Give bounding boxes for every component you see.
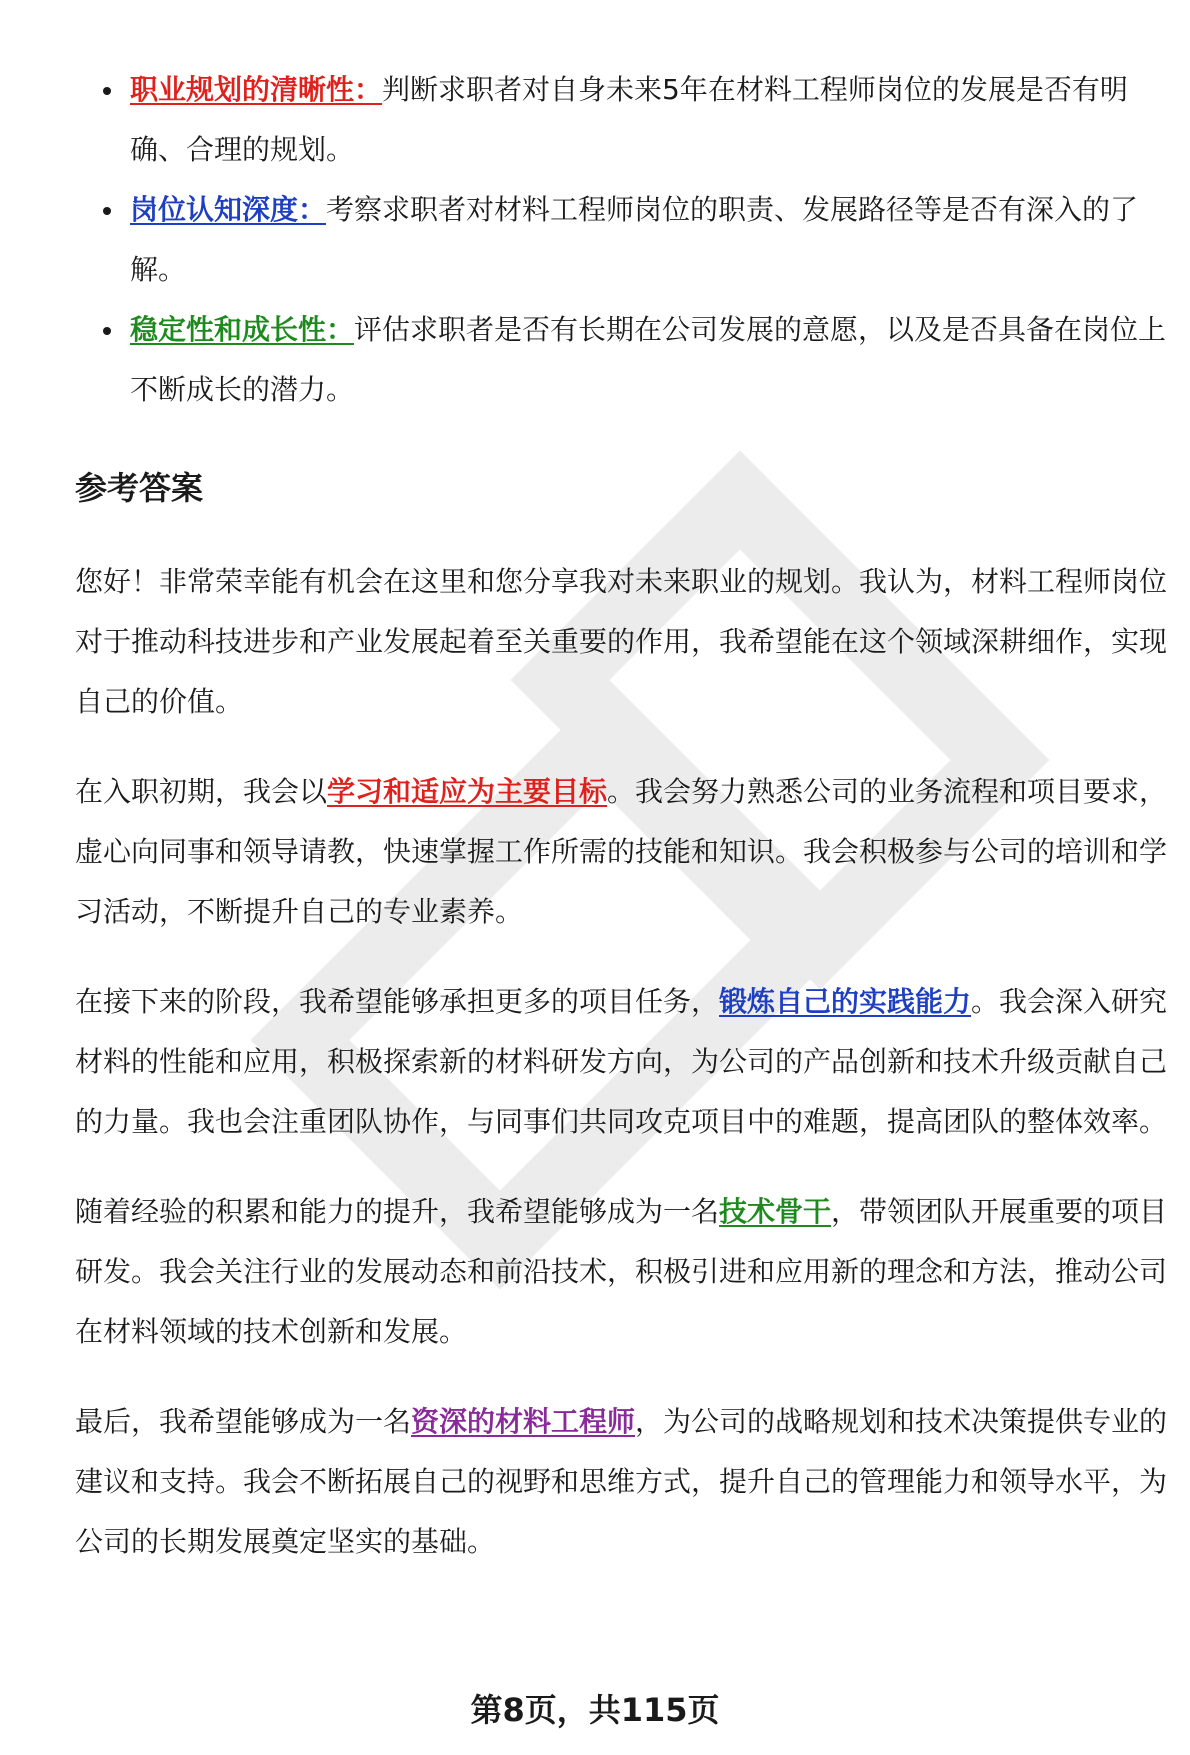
criteria-text: 评估求职者是否有长期在公司发展的意愿，以及是否具备在岗位上不断成长的潜力。 [130, 313, 1167, 406]
answer-paragraph-3 [75, 972, 1170, 1152]
paragraph-text: ，带领团队开展重要的项目研发。我会关注行业的发展动态和前沿技术，积极引进和应用新的理念和方法，推动公司在材料领域的技术创新和发展。 [75, 1195, 1168, 1348]
paragraph-text: ，为公司的战略规划和技术决策提供专业的建议和支持。我会不断拓展自己的视野和思维方式，提升自己的管理能力和领导水平，为公司的长期发展奠定坚实的基础。 [75, 1405, 1168, 1558]
paragraph-text: 随着经验的积累和能力的提升，我希望能够成为一名 [75, 1195, 720, 1228]
list-item [75, 60, 1170, 180]
criteria-term: 稳定性和成长性： [130, 313, 355, 346]
highlight-text: 技术骨干 [719, 1195, 832, 1228]
paragraph-text: 。我会深入研究材料的性能和应用，积极探索新的材料研发方向，为公司的产品创新和技术升级贡献自己的力量。我也会注重团队协作，与同事们共同攻克项目中的难题，提高团队的整体效率。 [75, 985, 1168, 1138]
highlight-text: 学习和适应为主要目标 [327, 775, 608, 808]
answer-paragraph-5 [75, 1392, 1170, 1572]
criteria-text: 考察求职者对材料工程师岗位的职责、发展路径等是否有深入的了解。 [130, 193, 1139, 286]
paragraph-text: 在入职初期，我会以 [75, 775, 328, 808]
paragraph-text: 在接下来的阶段，我希望能够承担更多的项目任务， [75, 985, 720, 1018]
paragraph-text: 。我会努力熟悉公司的业务流程和项目要求，虚心向同事和领导请教，快速掌握工作所需的技能和知识。我会积极参与公司的培训和学习活动，不断提升自己的专业素养。 [75, 775, 1168, 928]
answer-paragraph-1: 您好！非常荣幸能有机会在这里和您分享我对未来职业的规划。我认为，材料工程师岗位对于推动科技进步和产业发展起着至关重要的作用，我希望能在这个领域深耕细作，实现自己的价值。 [75, 565, 1168, 718]
answer-paragraph-4 [75, 1182, 1170, 1362]
bullet-icon [103, 87, 111, 95]
evaluation-criteria-list [75, 60, 1170, 420]
answer-paragraph-2 [75, 762, 1170, 942]
bullet-icon [103, 327, 111, 335]
paragraph-text: 最后，我希望能够成为一名 [75, 1405, 412, 1438]
bullet-icon [103, 207, 111, 215]
page-number: 第8页，共115页 [470, 1691, 720, 1729]
section-title: 参考答案 [75, 469, 204, 507]
criteria-term: 职业规划的清晰性： [130, 73, 383, 106]
list-item [75, 180, 1170, 300]
page-content [75, 60, 1170, 1602]
list-item [75, 300, 1170, 420]
highlight-text: 资深的材料工程师 [411, 1405, 636, 1438]
criteria-text: 判断求职者对自身未来5年在材料工程师岗位的发展是否有明确、合理的规划。 [130, 73, 1128, 166]
highlight-text: 锻炼自己的实践能力 [719, 985, 972, 1018]
criteria-term: 岗位认知深度： [130, 193, 327, 226]
